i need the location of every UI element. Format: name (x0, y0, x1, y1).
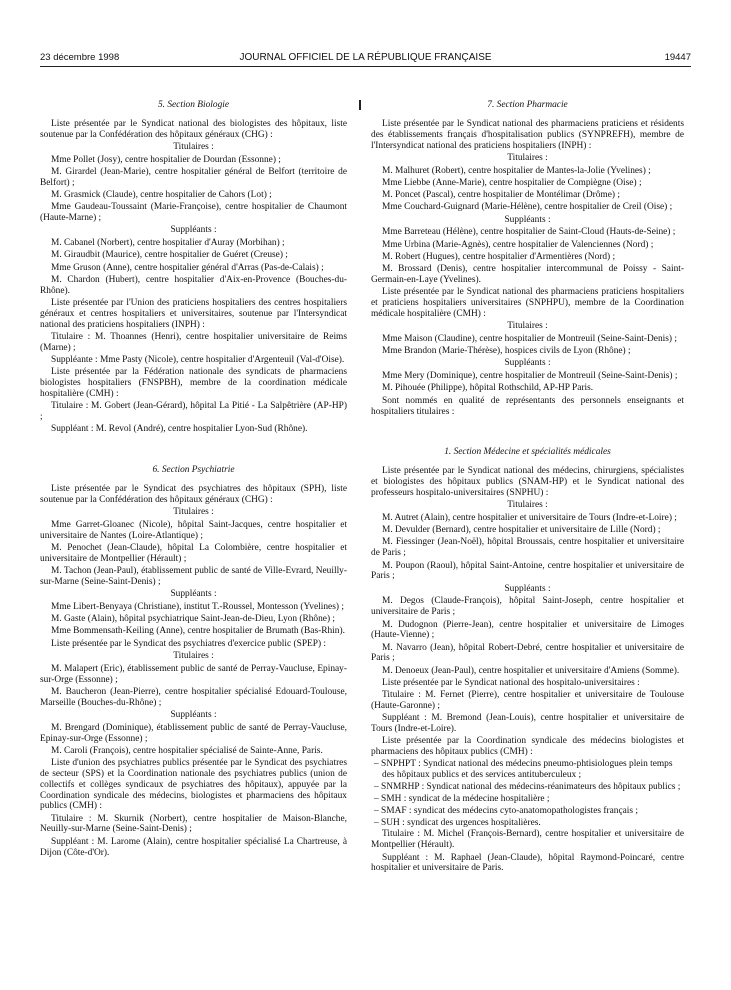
paragraph: M. Grasmick (Claude), centre hospitalier de Cahors (Lot) ; (51, 190, 272, 201)
page-header (40, 52, 691, 66)
paragraph: Liste présentée par le Syndicat national des pharmaciens praticiens hospitaliers et praticiens hospitaliers universitaires (SNPHPU), membre de la Coordination médicale hospitalière (CMH) : (371, 287, 684, 319)
paragraph: Suppléant : M. Larome (Alain), centre hospitalier spécialisé La Chartreuse, à Dijon (Côte-d'Or). (40, 836, 347, 858)
paragraph: M. Degos (Claude-François), hôpital Saint-Joseph, centre hospitalier et universitaire de Paris ; (371, 596, 684, 618)
paragraph: Titulaire : M. Michel (François-Bernard), centre hospitalier et universitaire de Montpellier (Hérault). (371, 829, 684, 851)
paragraph: Titulaire : M. Gobert (Jean-Gérard), hôpital La Pitié - La Salpêtrière (AP-HP) ; (40, 401, 347, 423)
paragraph: Titulaire : M. Skurnik (Norbert), centre hospitalier de Maison-Blanche, Neuilly-sur-Marne (Seine-Saint-Denis) ; (40, 813, 347, 835)
dash-list-item: – SUH : syndicat des urgences hospitalières. (374, 817, 541, 828)
paragraph: Mme Pollet (Josy), centre hospitalier de Dourdan (Essonne) ; (51, 154, 281, 165)
column-divider (359, 100, 361, 110)
paragraph: Mme Libert-Benyaya (Christiane), institut T.-Roussel, Montesson (Yvelines) ; (51, 601, 344, 612)
paragraph: M. Chardon (Hubert), centre hospitalier d'Aix-en-Provence (Bouches-du-Rhône). (40, 274, 347, 296)
paragraph: M. Brengard (Dominique), établissement public de santé de Perray-Vaucluse, Epinay-sur-Orge (Essonne) ; (40, 722, 347, 744)
sub-heading: Suppléants : (170, 589, 217, 600)
paragraph: M. Poupon (Raoul), hôpital Saint-Antoine, centre hospitalier et universitaire de Paris ; (371, 560, 684, 582)
paragraph: Mme Barreteau (Hélène), centre hospitalier de Saint-Cloud (Hauts-de-Seine) ; (382, 227, 676, 238)
sub-heading: Titulaires : (173, 650, 214, 661)
paragraph: Mme Liebbe (Anne-Marie), centre hospitalier de Compiègne (Oise) ; (382, 177, 642, 188)
paragraph: M. Pihouée (Philippe), hôpital Rothschild, AP-HP Paris. (382, 383, 594, 394)
section-heading: 5. Section Biologie (157, 100, 230, 110)
paragraph: M. Robert (Hugues), centre hospitalier d'Armentières (Nord) ; (382, 251, 616, 262)
paragraph: M. Poncet (Pascal), centre hospitalier de Montélimar (Drôme) ; (382, 190, 620, 201)
paragraph: Mme Mery (Dominique), centre hospitalier de Montreuil (Seine-Saint-Denis) ; (382, 371, 678, 382)
paragraph: M. Cabanel (Norbert), centre hospitalier d'Auray (Morbihan) ; (51, 238, 285, 249)
sub-heading: Suppléants : (504, 214, 551, 225)
paragraph: Mme Brandon (Marie-Thérèse), hospices civils de Lyon (Rhône) ; (382, 346, 631, 357)
paragraph: M. Baucheron (Jean-Pierre), centre hospitalier spécialisé Edouard-Toulouse, Marseille (Bouches-du-Rhône) ; (40, 686, 347, 708)
header-page-number: 19447 (664, 52, 691, 63)
paragraph: M. Denoeux (Jean-Paul), centre hospitalier et universitaire d'Amiens (Somme). (382, 665, 680, 676)
paragraph: Liste présentée par le Syndicat national des hospitalo-universitaires : (382, 677, 640, 688)
paragraph: M. Autret (Alain), centre hospitalier et universitaire de Tours (Indre-et-Loire) ; (382, 513, 677, 524)
paragraph: Mme Couchard-Guignard (Marie-Hélène), centre hospitalier de Creil (Oise) ; (382, 202, 673, 213)
sub-heading: Titulaires : (507, 500, 548, 511)
dash-list-item: – SNPHPT : Syndicat national des médecins pneumo-phtisiologues plein temps des hôpitaux publics et des services antituberculeux ; (374, 759, 673, 781)
paragraph: Mme Maison (Claudine), centre hospitalier de Montreuil (Seine-Saint-Denis) ; (382, 333, 677, 344)
paragraph: Liste présentée par le Syndicat des psychiatres d'exercice public (SPEP) : (51, 638, 327, 649)
paragraph: M. Devulder (Bernard), centre hospitalier et universitaire de Lille (Nord) ; (382, 525, 661, 536)
paragraph: M. Fiessinger (Jean-Noël), hôpital Broussais, centre hospitalier et universitaire de Paris ; (371, 537, 684, 559)
paragraph: M. Brossard (Denis), centre hospitalier intercommunal de Poissy - Saint-Germain-en-Laye (Yvelines). (371, 264, 684, 285)
section-heading: 6. Section Psychiatrie (152, 465, 235, 476)
sub-heading: Titulaires : (507, 152, 548, 163)
dash-list-item: – SMH : syndicat de la médecine hospitalière ; (374, 793, 550, 804)
section-heading: 7. Section Pharmacie (487, 100, 568, 110)
sub-heading: Suppléants : (170, 709, 217, 720)
paragraph: Suppléant : M. Raphael (Jean-Claude), hôpital Raymond-Poincaré, centre hospitalier et universitaire de Paris. (371, 852, 684, 874)
paragraph: Liste présentée par la Fédération nationale des syndicats de pharmaciens biologistes hospitaliers (FNSPBH), membre de la coordination médicale hospitalière (CMH) : (40, 367, 347, 399)
paragraph: Liste présentée par le Syndicat des psychiatres des hôpitaux (SPH), liste soutenue par la Confédération des hôpitaux généraux (CHG) : (40, 483, 347, 505)
paragraph: Suppléante : Mme Pasty (Nicole), centre hospitalier d'Argenteuil (Val-d'Oise). (51, 355, 345, 366)
paragraph: Liste présentée par la Coordination syndicale des médecins biologistes et pharmaciens des hôpitaux publics (CMH) : (371, 736, 684, 758)
paragraph: Suppléant : M. Bremond (Jean-Louis), centre hospitalier et universitaire de Tours (Indre-et-Loire). (371, 713, 684, 735)
paragraph: Suppléant : M. Revol (André), centre hospitalier Lyon-Sud (Rhône). (51, 424, 308, 435)
paragraph: M. Girardel (Jean-Marie), centre hospitalier général de Belfort (territoire de Belfort) ; (40, 167, 347, 188)
sub-heading: Suppléants : (170, 225, 217, 236)
paragraph: M. Giraudbit (Maurice), centre hospitalier de Guéret (Creuse) ; (51, 250, 288, 261)
dash-list-item: – SNMRHP : Syndicat national des médecins-réanimateurs des hôpitaux publics ; (374, 782, 681, 793)
left-column (40, 100, 347, 860)
header-rule (40, 66, 691, 67)
paragraph: M. Gaste (Alain), hôpital psychiatrique Saint-Jean-de-Dieu, Lyon (Rhône) ; (51, 614, 336, 625)
paragraph: M. Penochet (Jean-Claude), hôpital La Colombière, centre hospitalier et universitaire de Montpellier (Hérault) ; (40, 542, 347, 564)
sub-heading: Suppléants : (504, 358, 551, 369)
paragraph: Sont nommés en qualité de représentants des personnels enseignants et hospitaliers titulaires : (371, 395, 684, 417)
paragraph: Liste présentée par le Syndicat national des médecins, chirurgiens, spécialistes et biologistes des hôpitaux publics (SNAM-HP) et le Syndicat national des professeurs hospitalo-universitaires (SNPHU) : (371, 466, 684, 498)
sub-heading: Titulaires : (173, 507, 214, 518)
sub-heading: Suppléants : (504, 583, 551, 594)
paragraph: Liste présentée par l'Union des praticiens hospitaliers des centres hospitaliers généraux et centres hospitaliers et universitaires, soutenue par l'Intersyndicat national des praticiens hospitaliers (INPH) : (40, 298, 347, 330)
paragraph: Liste d'union des psychiatres publics présentée par le Syndicat des psychiatres de secteur (SPS) et la Coordination nationale des psychiatres publics (union de collectifs et collèges syndicaux de psychiatres des hôpitaux), appuyée par la Coordination syndicale des médecins, biologistes et pharmaciens des hôpitaux publics (CMH) : (40, 758, 347, 812)
paragraph: M. Navarro (Jean), hôpital Robert-Debré, centre hospitalier et universitaire de Paris ; (371, 642, 684, 664)
paragraph: Titulaire : M. Thoannes (Henri), centre hospitalier universitaire de Reims (Marne) ; (40, 331, 347, 353)
paragraph: M. Dudognon (Pierre-Jean), centre hospitalier et universitaire de Limoges (Haute-Vienne) ; (371, 619, 684, 641)
paragraph: Mme Gruson (Anne), centre hospitalier général d'Arras (Pas-de-Calais) ; (51, 262, 324, 273)
paragraph: M. Caroli (François), centre hospitalier spécialisé de Sainte-Anne, Paris. (51, 745, 323, 756)
paragraph: Mme Bommensath-Keiling (Anne), centre hospitalier de Brumath (Bas-Rhin). (51, 626, 345, 637)
paragraph: M. Tachon (Jean-Paul), établissement public de santé de Ville-Evrard, Neuilly-sur-Marne (Seine-Saint-Denis) ; (40, 566, 347, 587)
paragraph: M. Malhuret (Robert), centre hospitalier de Mantes-la-Jolie (Yvelines) ; (382, 165, 651, 176)
paragraph: Liste présentée par le Syndicat national des pharmaciens praticiens et résidents des établissements français d'hospitalisation publics (SYNPREFH), membre de l'Intersyndicat national des praticiens hospitaliers (INPH) : (371, 118, 684, 151)
paragraph: Mme Garret-Gloanec (Nicole), hôpital Saint-Jacques, centre hospitalier et universitaire de Nantes (Loire-Atlantique) ; (40, 519, 347, 541)
sub-heading: Titulaires : (173, 141, 214, 152)
right-column (371, 100, 684, 876)
header-journal-title: JOURNAL OFFICIEL DE LA RÉPUBLIQUE FRANÇAISE (239, 52, 492, 63)
paragraph: Mme Gaudeau-Toussaint (Marie-Françoise), centre hospitalier de Chaumont (Haute-Marne) ; (40, 202, 347, 224)
dash-list-item: – SMAF : syndicat des médecins cyto-anatomopathologistes français ; (374, 805, 639, 816)
sub-heading: Titulaires : (507, 321, 548, 332)
paragraph: Mme Urbina (Marie-Agnès), centre hospitalier de Valenciennes (Nord) ; (382, 239, 654, 250)
paragraph: Liste présentée par le Syndicat national des biologistes des hôpitaux, liste soutenue par la Confédération des hôpitaux généraux (CHG) : (40, 118, 347, 140)
header-date: 23 décembre 1998 (40, 52, 120, 63)
paragraph: M. Malapert (Eric), établissement public de santé de Perray-Vaucluse, Epinay-sur-Orge (Essonne) ; (40, 663, 347, 685)
paragraph: Titulaire : M. Fernet (Pierre), centre hospitalier et universitaire de Toulouse (Haute-Garonne) ; (371, 690, 684, 712)
section-heading: 1. Section Médecine et spécialités médicales (444, 447, 611, 458)
